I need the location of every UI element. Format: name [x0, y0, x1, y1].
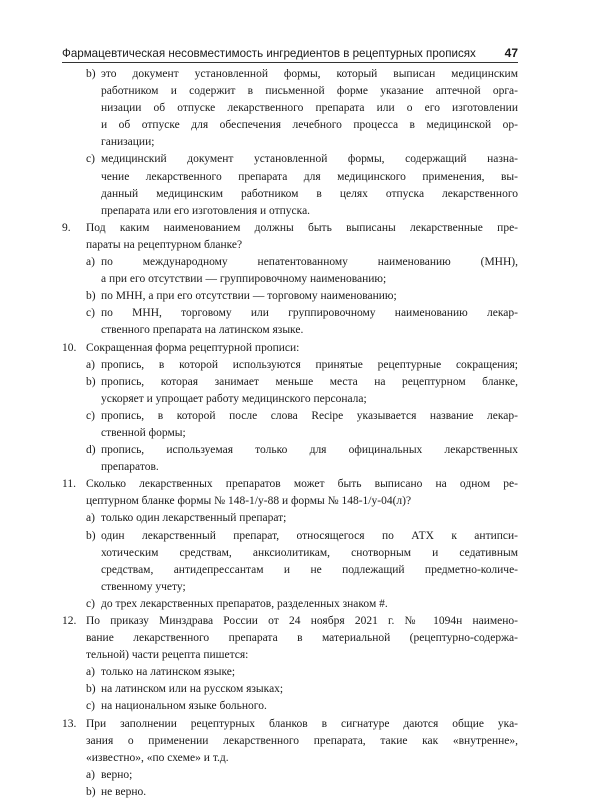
line-text: на латинском или на русском языках; — [101, 683, 284, 696]
line-text: пропись, в которой после слова Recipe указывается название лекар- — [101, 409, 518, 422]
continuation-line — [62, 493, 518, 510]
option-line — [62, 374, 518, 391]
question-number: 10. — [62, 341, 77, 354]
line-text: При заполнении рецептурных бланков в сигнатуре даются общие ука- — [86, 717, 518, 730]
line-text: средствам, антидепрессантам и не подлежащий предметно-количе- — [101, 563, 518, 576]
question-line — [62, 476, 518, 493]
line-text: медицинский документ установленной формы, содержащий назна- — [101, 153, 518, 166]
line-text: не верно. — [101, 785, 147, 798]
continuation-line — [62, 134, 518, 151]
line-text: только один лекарственный препарат; — [101, 512, 287, 525]
option-line — [62, 288, 518, 305]
continuation-line — [62, 117, 518, 134]
line-text: Сколько лекарственных препаратов может быть выписано на одном ре- — [86, 478, 518, 491]
line-text: один лекарственный препарат, относящегося по АТХ к антипси- — [101, 529, 518, 542]
option-label: c) — [86, 153, 95, 166]
line-text: зания о применении лекарственного препарата, такие как «внутренне», — [86, 734, 518, 747]
option-label: a) — [86, 256, 95, 269]
option-label: a) — [86, 512, 95, 525]
line-text: до трех лекарственных препаратов, разделенных знаком #. — [101, 597, 388, 610]
option-label: c) — [86, 307, 95, 320]
option-label: c) — [86, 700, 95, 713]
continuation-line — [62, 83, 518, 100]
line-text: цептурном бланке формы № 148-1/у-88 и формы № 148-1/у-04(л)? — [86, 495, 412, 508]
continuation-line — [62, 647, 518, 664]
continuation-line — [62, 391, 518, 408]
line-text: По приказу Минздрава России от 24 ноября 2021 г. № 1094н наимено- — [86, 615, 518, 627]
option-label: d) — [86, 444, 96, 457]
line-text: это документ установленной формы, который выписан медицинским — [101, 68, 518, 80]
line-text: пропись, в которой используются принятые рецептурные сокращения; — [101, 358, 518, 371]
option-label: a) — [86, 768, 95, 781]
question-line — [62, 340, 518, 357]
continuation-line — [62, 630, 518, 647]
continuation-line — [62, 733, 518, 750]
line-text: препаратов. — [101, 461, 159, 474]
option-label: b) — [86, 785, 96, 798]
option-label: c) — [86, 597, 95, 610]
option-line — [62, 408, 518, 425]
line-text: вание лекарственного препарата в материальной (рецептурно-содержа- — [86, 632, 518, 645]
line-text: работником и содержит в письменной форме указание аптечной орга- — [101, 85, 518, 98]
line-text: низации об отпуске лекарственного препарата или о его изготовлении — [101, 102, 518, 115]
line-text: а при его отсутствии — группировочному наименованию; — [101, 273, 387, 286]
question-line — [62, 613, 518, 630]
option-label: b) — [86, 529, 96, 542]
question-line — [62, 716, 518, 733]
line-text: по международному непатентованному наименованию (МНН), — [101, 256, 518, 269]
option-label: a) — [86, 666, 95, 679]
option-line — [62, 596, 518, 613]
question-number: 11. — [62, 478, 76, 491]
line-text: по МНН, торговому или группировочному наименованию лекар- — [101, 307, 518, 320]
continuation-line — [62, 459, 518, 476]
option-label: a) — [86, 358, 95, 371]
option-line — [62, 151, 518, 168]
running-title: Фармацевтическая несовместимость ингредиентов в рецептурных прописях — [62, 47, 476, 60]
line-text: только на латинском языке; — [101, 666, 236, 679]
line-text: ственному учету; — [101, 580, 186, 593]
line-text: по МНН, а при его отсутствии — торговому наименованию; — [101, 290, 397, 303]
option-line — [62, 510, 518, 527]
continuation-line — [62, 271, 518, 288]
line-text: параты на рецептурном бланке? — [86, 238, 243, 251]
line-text: пропись, которая занимает меньше места на рецептурном бланке, — [101, 375, 518, 388]
line-text: Сокращенная форма рецептурной прописи: — [86, 341, 300, 354]
line-text: и об отпуске для обеспечения лечебного процесса в медицинской ор- — [101, 119, 518, 132]
option-line — [62, 254, 518, 271]
line-text: хотическим средствам, анксиолитикам, снотворным и седативным — [101, 546, 518, 559]
option-label: b) — [86, 290, 96, 303]
continuation-line — [62, 237, 518, 254]
page-body — [62, 66, 518, 801]
option-line — [62, 305, 518, 322]
continuation-line — [62, 100, 518, 117]
continuation-line — [62, 545, 518, 562]
option-line — [62, 767, 518, 784]
question-number: 9. — [62, 221, 71, 234]
page-number: 47 — [504, 46, 518, 60]
line-text: «известно», «по схеме» и т.д. — [86, 751, 229, 764]
continuation-line — [62, 425, 518, 442]
line-text: Под каким наименованием должны быть выписаны лекарственные пре- — [86, 221, 518, 234]
option-label: b) — [86, 375, 96, 388]
line-text: на национальном языке больного. — [101, 700, 267, 713]
option-label: b) — [86, 683, 96, 696]
line-text: ственной формы; — [101, 426, 186, 439]
line-text: пропись, используемая только для официнальных лекарственных — [101, 444, 518, 457]
option-line — [62, 357, 518, 374]
line-text: ганизации; — [101, 136, 155, 149]
continuation-line — [62, 203, 518, 220]
line-text: ускоряет и упрощает работу медицинского персонала; — [101, 392, 367, 405]
question-number: 12. — [62, 615, 77, 627]
option-line — [62, 681, 518, 698]
question-line — [62, 220, 518, 237]
line-text: чение лекарственного препарата для медицинского применения, вы- — [101, 170, 518, 183]
option-line — [62, 528, 518, 545]
line-text: препарата или его изготовления и отпуска. — [101, 204, 311, 217]
option-line — [62, 66, 518, 83]
line-text: верно; — [101, 768, 133, 781]
continuation-line — [62, 186, 518, 203]
continuation-line — [62, 579, 518, 596]
option-line — [62, 664, 518, 681]
option-label: b) — [86, 68, 96, 80]
running-header — [62, 40, 518, 60]
option-line — [62, 784, 518, 801]
option-line — [62, 442, 518, 459]
line-text: данный медицинским работником в целях отпуска лекарственного — [101, 187, 518, 200]
continuation-line — [62, 750, 518, 767]
line-text: тельной) части рецепта пишется: — [86, 649, 249, 662]
option-line — [62, 698, 518, 715]
continuation-line — [62, 562, 518, 579]
header-rule — [62, 62, 518, 63]
line-text: ственного препарата на латинском языке. — [101, 324, 304, 337]
question-number: 13. — [62, 717, 77, 730]
option-label: c) — [86, 409, 95, 422]
continuation-line — [62, 322, 518, 339]
continuation-line — [62, 169, 518, 186]
